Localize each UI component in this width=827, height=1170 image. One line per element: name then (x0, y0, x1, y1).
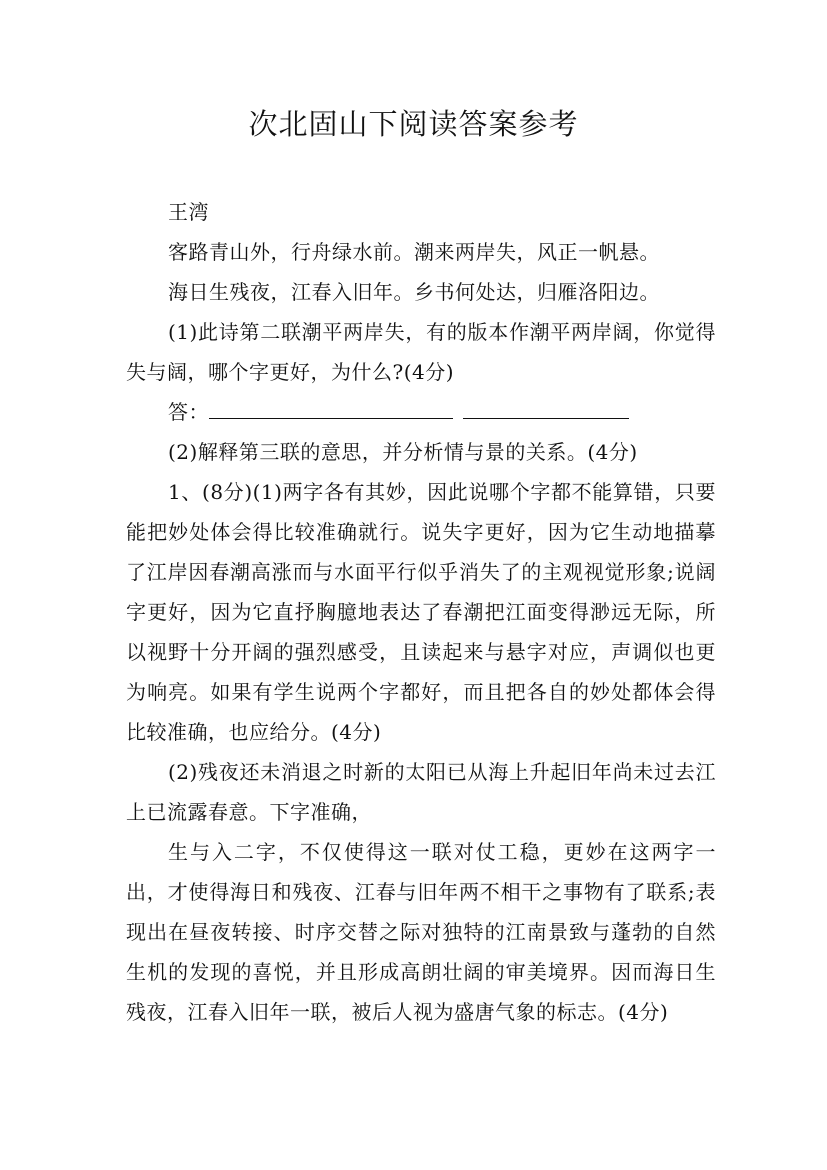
answer-blank-2[interactable] (463, 392, 629, 419)
poem-author: 王湾 (168, 200, 209, 224)
answer-paragraph-1: 1、(8分)(1)两字各有其妙，因此说哪个字都不能算错，只要能把妙处体会得比较准确就行。说失字更好，因为它生动地描摹了江岸因春潮高涨而与水面平行似乎消失了的主观视觉形象;说阔字更好，因为它直抒胸臆地表达了春潮把江面变得渺远无际，所以视野十分开阔的强烈感受，且读起来与悬字对应，声调似也更为响亮。如果有学生说两个字都好，而且把各自的妙处都体会得比较准确，也应给分。(4分) (126, 480, 716, 744)
question-2: (2)解释第三联的意思，并分析情与景的关系。(4分) (168, 440, 638, 464)
document-body (126, 192, 716, 1032)
answer-line (126, 392, 716, 432)
poem-line-2: 海日生残夜，江春入旧年。乡书何处达，归雁洛阳边。 (168, 280, 660, 304)
question-1: (1)此诗第二联潮平两岸失，有的版本作潮平两岸阔，你觉得失与阔，哪个字更好，为什么?(4分) (126, 320, 716, 384)
answer-blank-1[interactable] (209, 392, 453, 419)
answer-label: 答： (168, 400, 209, 424)
answer-paragraph-3: 生与入二字，不仅使得这一联对仗工稳，更妙在这两字一出，才使得海日和残夜、江春与旧年两不相干之事物有了联系;表现出在昼夜转接、时序交替之际对独特的江南景致与蓬勃的自然生机的发现的喜悦，并且形成高朗壮阔的审美境界。因而海日生残夜，江春入旧年一联，被后人视为盛唐气象的标志。(4分) (126, 840, 716, 1024)
answer-paragraph-2: (2)残夜还未消退之时新的太阳已从海上升起旧年尚未过去江上已流露春意。下字准确， (126, 760, 716, 824)
poem-line-1: 客路青山外，行舟绿水前。潮来两岸失，风正一帆悬。 (168, 240, 660, 264)
document-title: 次北固山下阅读答案参考 (248, 107, 579, 141)
